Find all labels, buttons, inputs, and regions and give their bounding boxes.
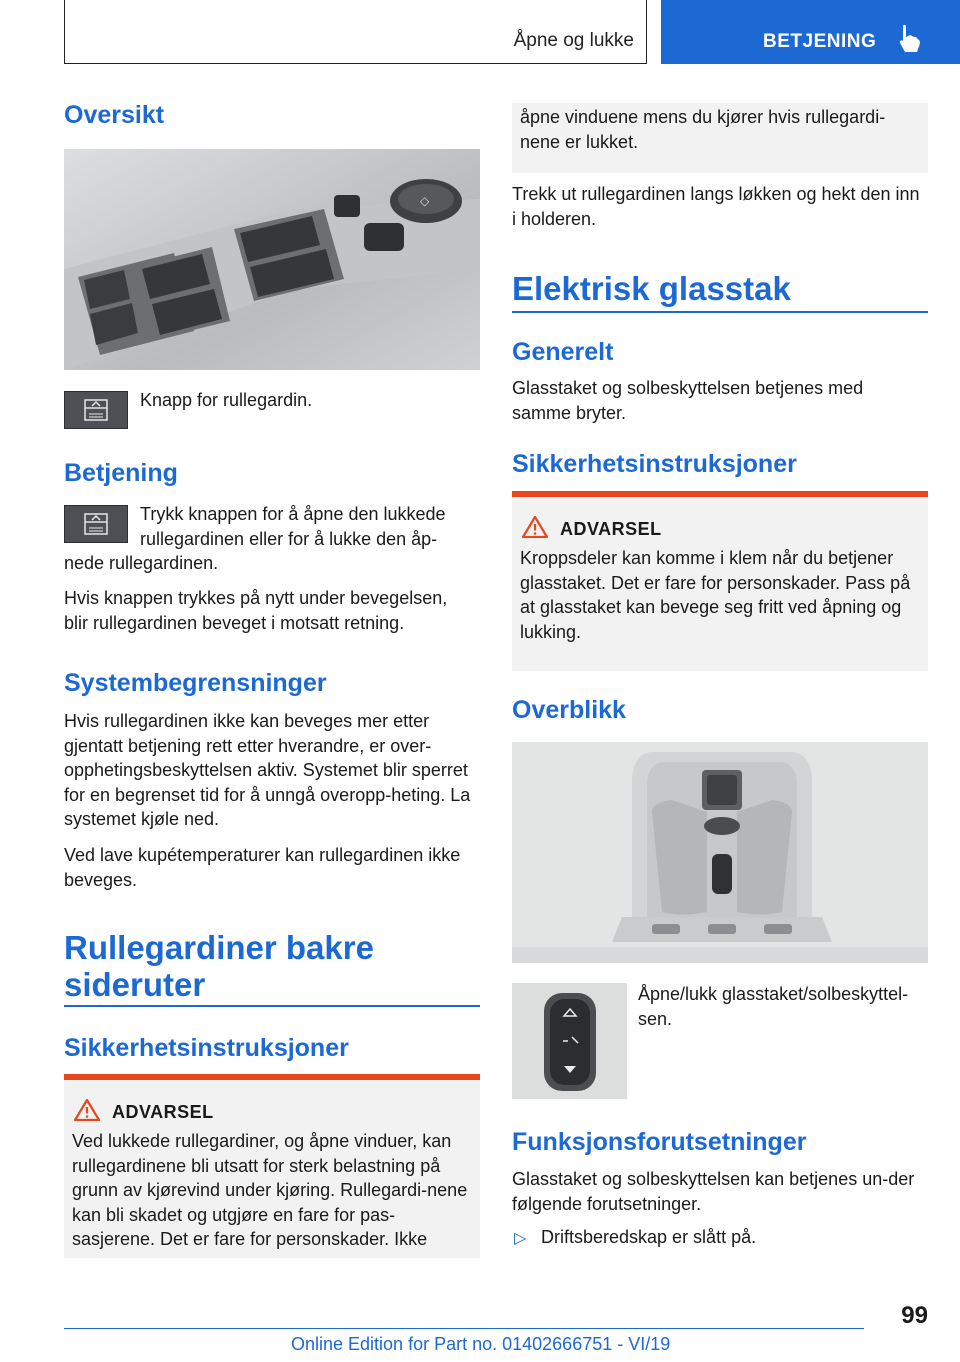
system-text-2: Ved lave kupétemperaturer kan rullegardinen ikke beveges. xyxy=(64,845,461,890)
system-text: Hvis rullegardinen ikke kan beveges mer etter gjentatt betjening rett etter hverandre, er over-opphetingsbeskyttelsen aktiv. Systemet blir sperret for en begrenset tid for å unngå overopp-heting. La systemet kjøle ned. xyxy=(64,711,471,829)
generelt-heading: Generelt xyxy=(512,338,614,366)
warning-continuation-box xyxy=(512,103,928,173)
warning-box-left xyxy=(64,1074,480,1258)
header-chapter-title: BETJENING xyxy=(763,31,877,52)
blind-button-caption: Knapp for rullegardin. xyxy=(140,390,313,410)
warning-box-right xyxy=(512,491,928,671)
rear-blind-button-icon xyxy=(64,391,128,429)
systembegrensninger-heading: Systembegrensninger xyxy=(64,669,327,697)
funksjon-heading: Funksjonsforutsetninger xyxy=(512,1128,807,1156)
warning-triangle-icon-right xyxy=(522,516,548,538)
rear-blind-button-icon-2 xyxy=(64,505,128,543)
trekk-text: Trekk ut rullegardinen langs løkken og hekt den inn i holderen. xyxy=(512,184,920,229)
footer-rule xyxy=(64,1328,864,1329)
warning-continuation-text: åpne vinduene mens du kjører hvis rullegardi-nene er lukket. xyxy=(520,107,886,152)
warning-title-left: ADVARSEL xyxy=(112,1102,214,1122)
betjening-text-2: Hvis knappen trykkes på nytt under bevegelsen, blir rullegardinen beveget i motsatt retning. xyxy=(64,588,448,633)
rullegardiner-heading: Rullegardiner bakre sideruter xyxy=(64,929,374,1003)
header-section-box xyxy=(64,0,647,64)
svg-text:◇: ◇ xyxy=(420,194,430,208)
warning-text-right: Kroppsdeler kan komme i klem når du betjener glasstaket. Det er fare for personskader. Pass på at glasstaket kan bevege seg fritt ved åpning og lukking. xyxy=(520,548,911,642)
generelt-text: Glasstaket og solbeskyttelsen betjenes med samme bryter. xyxy=(512,378,864,423)
bullet-triangle-icon: ▷ xyxy=(514,1230,527,1247)
bullet-text: Driftsberedskap er slått på. xyxy=(541,1227,757,1247)
overblikk-heading: Overblikk xyxy=(512,696,626,724)
header-section-title: Åpne og lukke xyxy=(513,30,634,51)
footer-edition: Online Edition for Part no. 01402666751 - VI/19 xyxy=(291,1334,671,1354)
door-window-switch-photo xyxy=(64,149,480,370)
glasstak-rule xyxy=(512,311,928,313)
header-chapter-tab[interactable] xyxy=(661,0,960,64)
sikkerhet-heading-right: Sikkerhetsinstruksjoner xyxy=(512,450,797,478)
rullegardiner-rule xyxy=(64,1005,480,1007)
betjening-text-line1: Trykk knappen for å åpne den lukkede xyxy=(140,504,446,524)
glass-roof-switch-photo xyxy=(512,983,627,1099)
switch-caption: Åpne/lukk glasstaket/solbeskyttel-sen. xyxy=(638,984,909,1029)
betjening-text-line2: rullegardinen eller for å lukke den åp- xyxy=(140,529,438,549)
roof-console-photo xyxy=(512,742,928,963)
funksjon-text: Glasstaket og solbeskyttelsen kan betjenes un-der følgende forutsetninger. xyxy=(512,1169,915,1214)
betjening-text-line3: nede rullegardinen. xyxy=(64,553,219,573)
warning-title-right: ADVARSEL xyxy=(560,519,662,539)
glasstak-heading: Elektrisk glasstak xyxy=(512,270,791,307)
warning-triangle-icon xyxy=(74,1099,100,1121)
sikkerhet-heading-left: Sikkerhetsinstruksjoner xyxy=(64,1034,349,1062)
oversikt-heading: Oversikt xyxy=(64,101,165,129)
betjening-heading: Betjening xyxy=(64,459,178,487)
hand-pointer-icon xyxy=(897,24,921,54)
page-number: 99 xyxy=(901,1302,928,1329)
warning-text-left: Ved lukkede rullegardiner, og åpne vinduer, kan rullegardinene bli utsatt for sterk belastning på grunn av kjørevind under kjøring. Rullegardi-nene kan bli skadet og utgjøre en fare for pas-sasjerene. Det er fare for personskader. Ikke xyxy=(72,1131,468,1249)
